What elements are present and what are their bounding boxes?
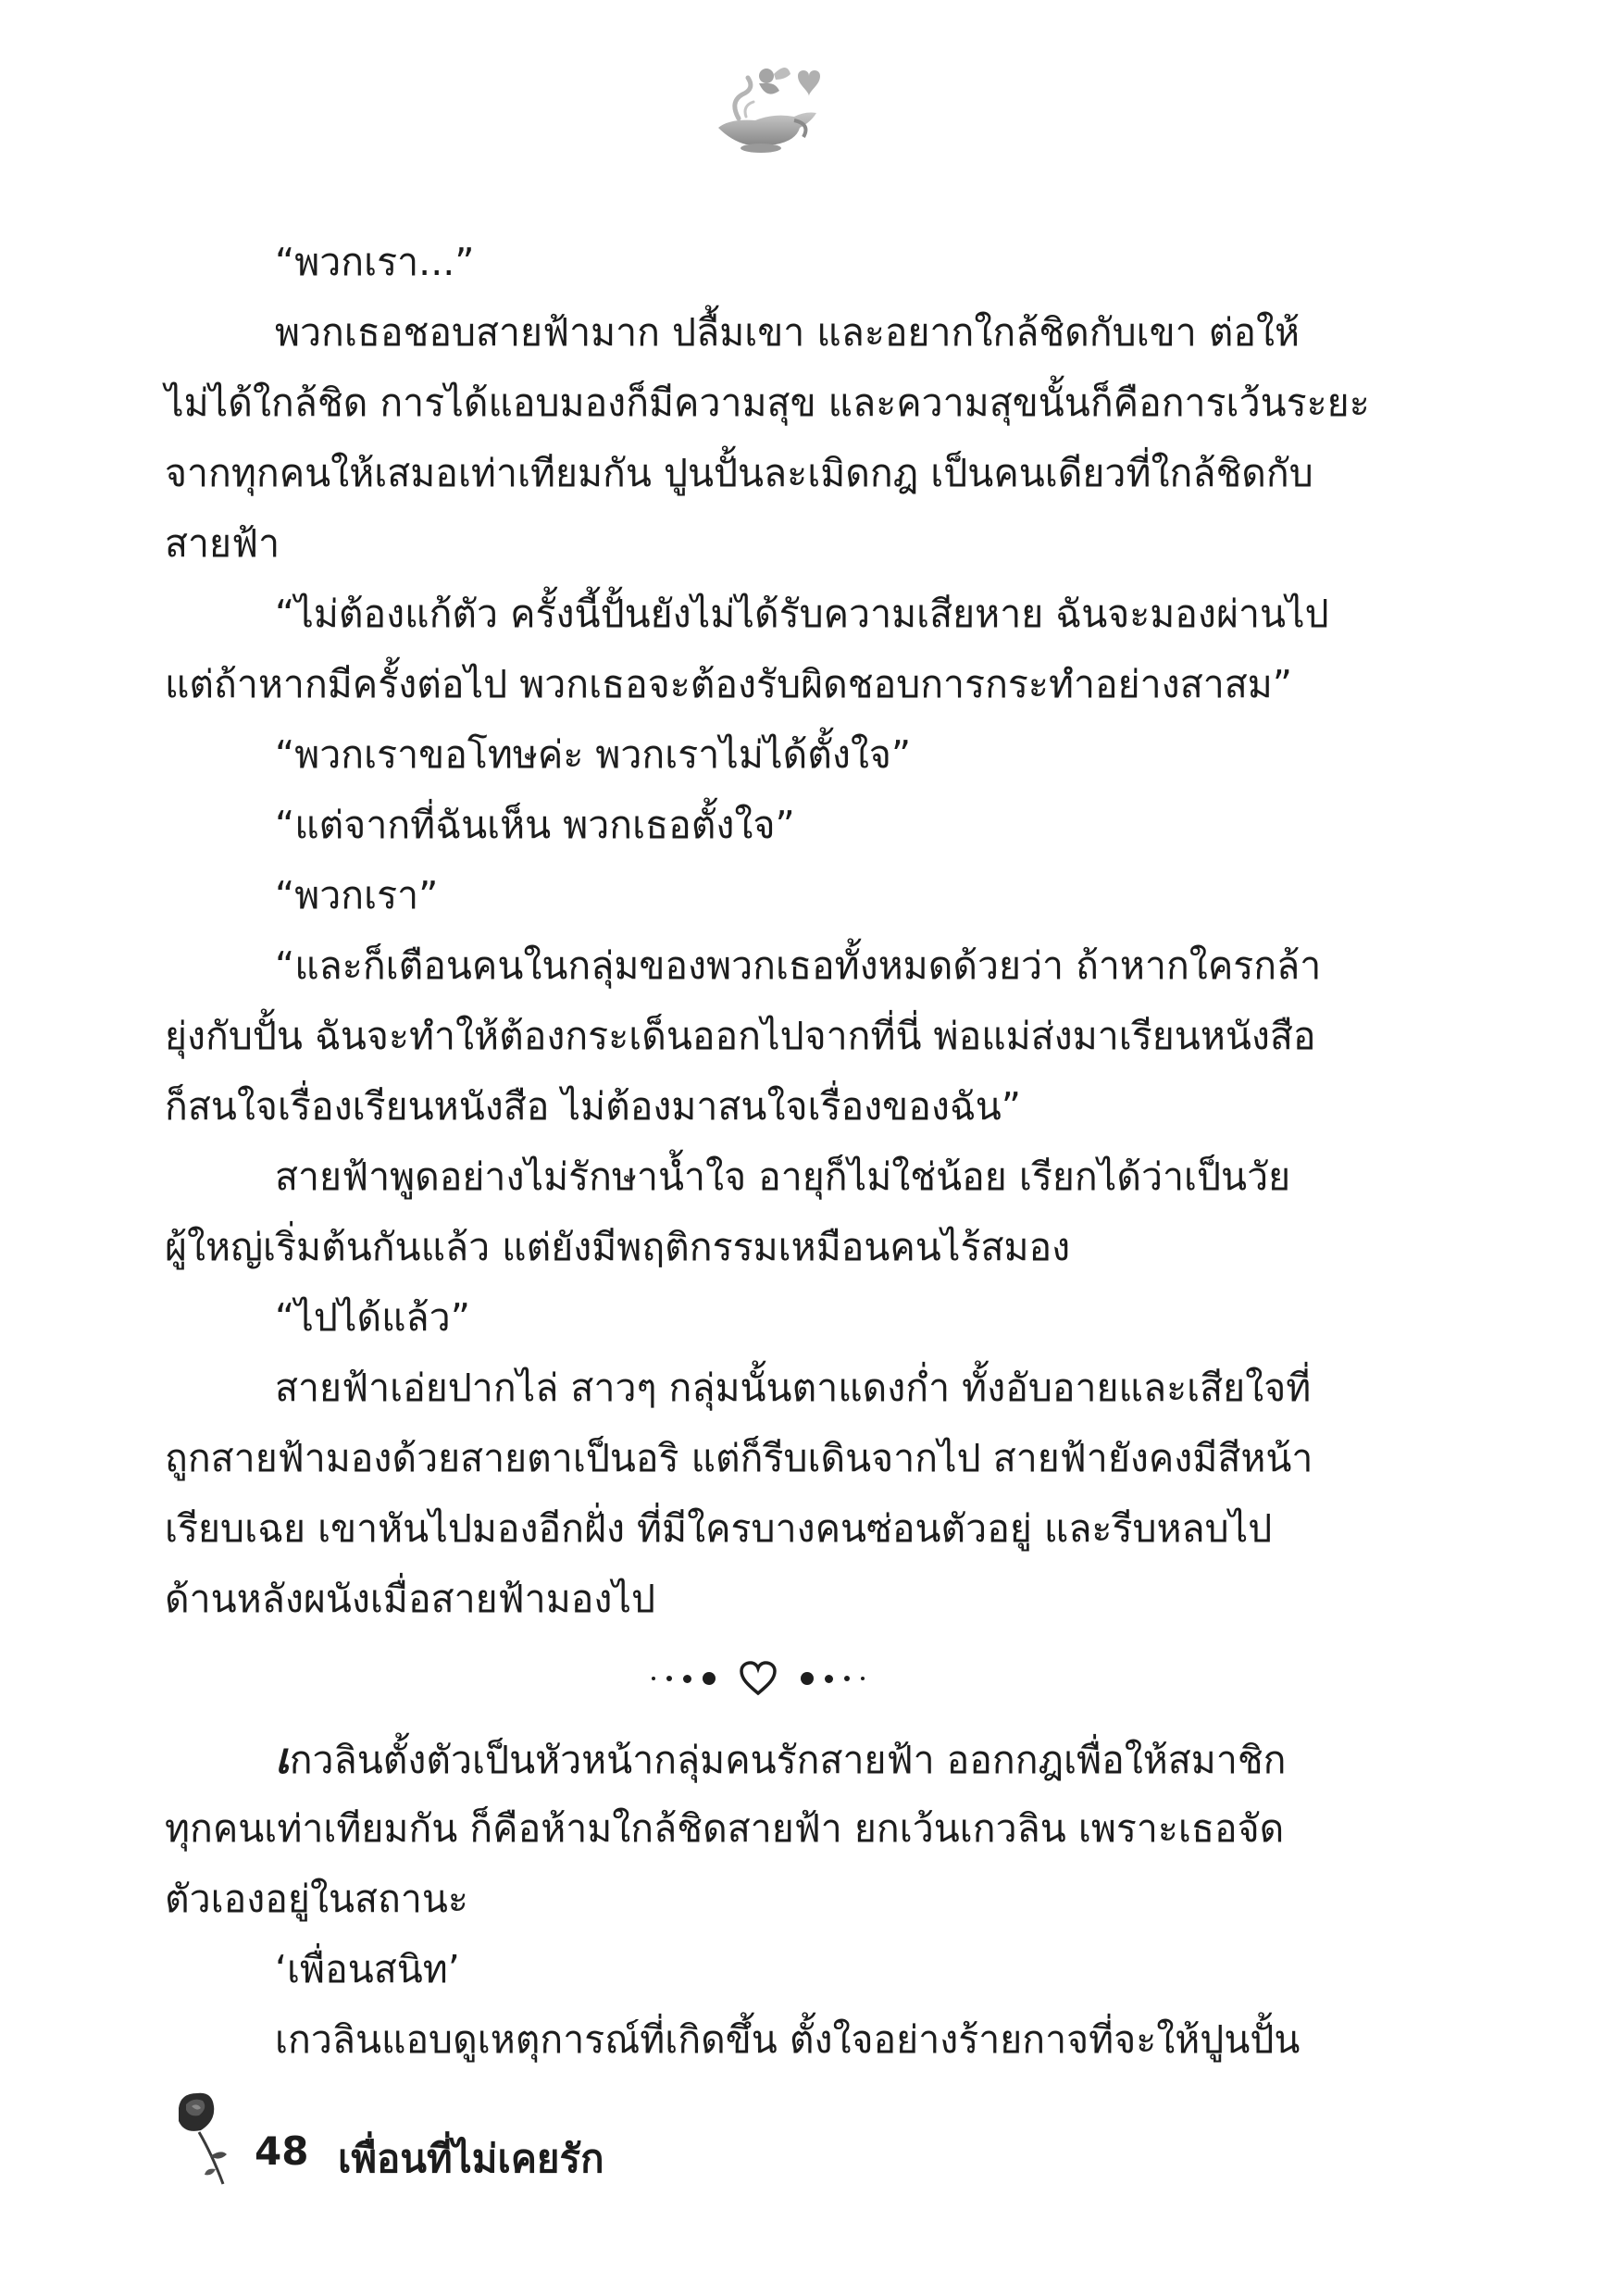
- text-line: “และก็เตือนคนในกลุ่มของพวกเธอทั้งหมดด้วยว่า ถ้าหากใครกล้า: [275, 943, 1322, 988]
- separator-dot: [703, 1672, 716, 1685]
- text-line: ด้านหลังผนังเมื่อสายฟ้ามองไป: [165, 1577, 656, 1621]
- text-line: ตัวเองอยู่ในสถานะ: [165, 1877, 468, 1921]
- book-title: เพื่อนที่ไม่เคยรัก: [338, 2136, 604, 2181]
- text-line: “พวกเราขอโทษค่ะ พวกเราไม่ได้ตั้งใจ”: [275, 732, 912, 777]
- text-line: สายฟ้า: [165, 521, 280, 566]
- drop-cap: เ: [275, 1733, 290, 1783]
- text-line: [165, 1723, 1351, 1793]
- text-line: สายฟ้าพูดอย่างไม่รักษาน้ำใจ อายุก็ไม่ใช่น้อย เรียกได้ว่าเป็นวัย: [275, 1154, 1291, 1199]
- text-line: ก็สนใจเรื่องเรียนหนังสือ ไม่ต้องมาสนใจเรื่องของฉัน”: [165, 1084, 1022, 1129]
- genie-lamp-with-cupid-icon: [702, 56, 831, 167]
- text-line: ถูกสายฟ้ามองด้วยสายตาเป็นอริ แต่ก็รีบเดินจากไป สายฟ้ายังคงมีสีหน้า: [165, 1436, 1313, 1480]
- page-number: 48: [255, 2128, 309, 2174]
- text-line: แต่ถ้าหากมีครั้งต่อไป พวกเธอจะต้องรับผิดชอบการกระทำอย่างสาสม”: [165, 662, 1293, 706]
- heart-icon: [738, 1660, 778, 1697]
- page-footer: [171, 2088, 912, 2190]
- separator-dot: [801, 1672, 814, 1685]
- text-line: สายฟ้าเอ่ยปากไล่ สาวๆ กลุ่มนั้นตาแดงก่ำ ทั้งอับอายและเสียใจที่: [275, 1366, 1312, 1410]
- separator-dot: [844, 1676, 850, 1681]
- text-line: “ไม่ต้องแก้ตัว ครั้งนี้ปั้นยังไม่ได้รับความเสียหาย ฉันจะมองผ่านไป: [275, 592, 1329, 636]
- text-line: “พวกเรา”: [275, 873, 439, 917]
- text-line: ผู้ใหญ่เริ่มต้นกันแล้ว แต่ยังมีพฤติกรรมเหมือนคนไร้สมอง: [165, 1225, 1071, 1269]
- separator-dot: [861, 1677, 865, 1680]
- separator-dot: [825, 1675, 833, 1683]
- body-text: [165, 227, 1370, 2075]
- separator-dot: [683, 1675, 691, 1683]
- separator-dot: [652, 1677, 655, 1680]
- text-line: “พวกเรา...”: [275, 240, 475, 284]
- text-line: เกวลินแอบดูเหตุการณ์ที่เกิดขึ้น ตั้งใจอย่างร้ายกาจที่จะให้ปูนปั้น: [275, 2017, 1301, 2062]
- text-line: ทุกคนเท่าเทียมกัน ก็คือห้ามใกล้ชิดสายฟ้า ยกเว้นเกวลิน เพราะเธอจัด: [165, 1806, 1285, 1851]
- separator-dot: [666, 1676, 672, 1681]
- text-line: “ไปได้แล้ว”: [275, 1295, 470, 1340]
- text-line: “แต่จากที่ฉันเห็น พวกเธอตั้งใจ”: [275, 803, 795, 847]
- text-line: เรียบเฉย เขาหันไปมองอีกฝั่ง ที่มีใครบางคนซ่อนตัวอยู่ และรีบหลบไป: [165, 1506, 1273, 1551]
- text-line-rest: กวลินตั้งตัวเป็นหัวหน้ากลุ่มคนรักสายฟ้า ออกกฎเพื่อให้สมาชิก: [289, 1738, 1287, 1782]
- text-line: ไม่ได้ใกล้ชิด การได้แอบมองก็มีความสุข และความสุขนั้นก็คือการเว้นระยะ: [165, 381, 1370, 425]
- text-line: พวกเธอชอบสายฟ้ามาก ปลื้มเขา และอยากใกล้ชิดกับเขา ต่อให้: [275, 310, 1301, 355]
- text-line: ‘เพื่อนสนิท’: [275, 1947, 460, 1991]
- rose-icon: [171, 2088, 245, 2190]
- text-line: ยุ่งกับปั้น ฉันจะทำให้ต้องกระเด็นออกไปจากที่นี่ พ่อแม่ส่งมาเรียนหนังสือ: [165, 1014, 1316, 1058]
- section-separator: [165, 1634, 1351, 1723]
- text-line: จากทุกคนให้เสมอเท่าเทียมกัน ปูนปั้นละเมิดกฎ เป็นคนเดียวที่ใกล้ชิดกับ: [165, 451, 1313, 495]
